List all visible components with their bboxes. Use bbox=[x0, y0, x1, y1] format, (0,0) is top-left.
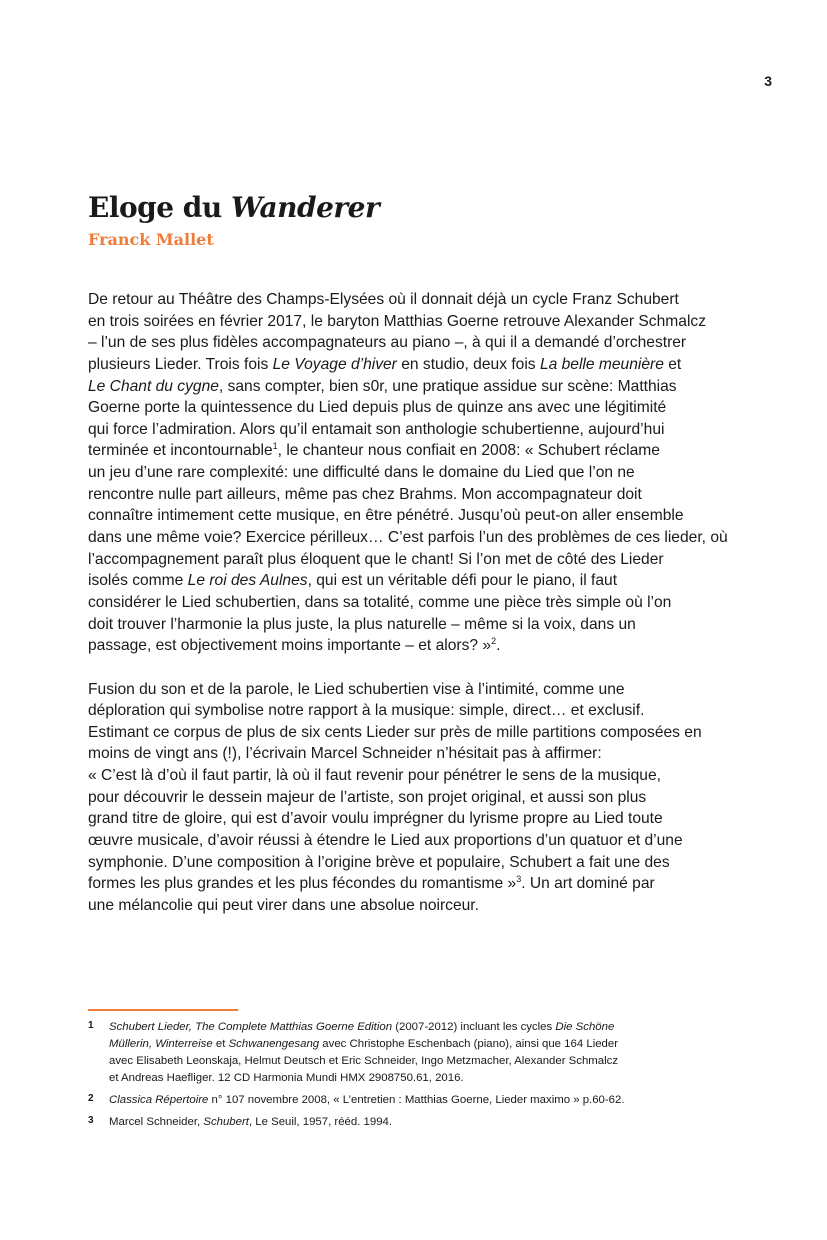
paragraph-gap bbox=[88, 657, 748, 679]
footnote-line bbox=[109, 1019, 748, 1036]
page-number: 3 bbox=[764, 73, 772, 89]
footnote-ref[interactable]: 2 bbox=[491, 636, 497, 647]
text-run: , Le Seuil, 1957, rééd. 1994. bbox=[248, 1116, 393, 1128]
work-title: Schubert Lieder, The Complete Matthias Goerne Edition bbox=[109, 1021, 393, 1033]
text-run: et bbox=[212, 1038, 229, 1050]
text-line: considérer le Lied schubertien, dans sa totalité, comme une pièce très simple où l’on bbox=[88, 593, 672, 611]
paragraph-1 bbox=[88, 289, 748, 657]
text-run: en studio, deux fois bbox=[396, 355, 540, 373]
article-title bbox=[88, 190, 379, 226]
text-run: formes les plus grandes et les plus fécondes du romantisme » bbox=[88, 875, 517, 893]
text-line: dans une même voie? Exercice périlleux… C’est parfois l’un des problèmes de ces lieder, où bbox=[88, 529, 728, 547]
footnote-1 bbox=[88, 1019, 748, 1087]
text-run: Marcel Schneider, bbox=[109, 1116, 204, 1128]
text-run: et bbox=[663, 355, 682, 373]
text-line: déploration qui symbolise notre rapport à la musique: simple, direct… et exclusif. bbox=[88, 702, 645, 720]
text-run: plusieurs Lieder. Trois fois bbox=[88, 355, 273, 373]
work-title: Schubert bbox=[203, 1116, 249, 1128]
text-line: – l’un de ses plus fidèles accompagnateurs au piano –, à qui il a demandé d’orchestrer bbox=[88, 334, 687, 352]
work-title: Le roi des Aulnes bbox=[187, 572, 308, 590]
text-run: (2007-2012) incluant les cycles bbox=[392, 1021, 556, 1033]
work-title: Müllerin, Winterreise bbox=[109, 1038, 213, 1050]
footnote-divider bbox=[88, 1009, 238, 1011]
text-line: œuvre musicale, d’avoir réussi à étendre le Lied aux proportions d’un quatuor et d’une bbox=[88, 832, 683, 850]
text-line: en trois soirées en février 2017, le baryton Matthias Goerne retrouve Alexander Schmalcz bbox=[88, 312, 707, 330]
text-line bbox=[88, 635, 748, 657]
paragraph-2 bbox=[88, 679, 748, 917]
footnote-number: 1 bbox=[88, 1020, 94, 1031]
footnote-number: 2 bbox=[88, 1093, 94, 1104]
text-line: doit trouver l’harmonie la plus juste, la plus naturelle – même si la voix, dans un bbox=[88, 615, 636, 633]
work-title: La belle meunière bbox=[539, 355, 664, 373]
text-run: , le chanteur nous confiait en 2008: « Schubert réclame bbox=[277, 442, 660, 460]
text-line bbox=[88, 440, 748, 462]
work-title: Schwanengesang bbox=[228, 1038, 320, 1050]
text-line: qui force l’admiration. Alors qu’il entamait son anthologie schubertienne, aujourd’hui bbox=[88, 420, 665, 438]
text-line bbox=[88, 376, 748, 398]
title-italic: Wanderer bbox=[230, 191, 380, 224]
text-run: terminée et incontournable bbox=[88, 442, 273, 460]
text-run: , qui est un véritable défi pour le piano, il faut bbox=[307, 572, 618, 590]
work-title: Die Schöne bbox=[555, 1021, 615, 1033]
text-run: n° 107 novembre 2008, « L’entretien : Matthias Goerne, Lieder maximo » p.60-62. bbox=[208, 1094, 625, 1106]
text-run: . Un art dominé par bbox=[521, 875, 655, 893]
text-run: . bbox=[496, 637, 501, 655]
text-line: un jeu d’une rare complexité: une difficulté dans le domaine du Lied que l’on ne bbox=[88, 464, 635, 482]
footnote-line: avec Elisabeth Leonskaja, Helmut Deutsch et Eric Schneider, Ingo Metzmacher, Alexander Schmalcz bbox=[109, 1055, 619, 1067]
text-line: moins de vingt ans (!), l’écrivain Marcel Schneider n’hésitait pas à affirmer: bbox=[88, 745, 602, 763]
text-line: Estimant ce corpus de plus de six cents Lieder sur près de mille partitions composées en bbox=[88, 723, 702, 741]
text-line: pour découvrir le dessein majeur de l’artiste, son projet original, et aussi son plus bbox=[88, 788, 647, 806]
text-run: avec Christophe Eschenbach (piano), ainsi que 164 Lieder bbox=[319, 1038, 619, 1050]
footnote-ref[interactable]: 3 bbox=[516, 874, 522, 885]
footnote-2 bbox=[88, 1092, 748, 1109]
text-line bbox=[88, 354, 748, 376]
footnote-line: et Andreas Haefliger. 12 CD Harmonia Mundi HMX 2908750.61, 2016. bbox=[109, 1072, 464, 1084]
article-body bbox=[88, 289, 748, 917]
title-main: Eloge du bbox=[88, 191, 231, 224]
work-title: Le Chant du cygne bbox=[88, 377, 219, 395]
text-line: rencontre nulle part ailleurs, même pas chez Brahms. Mon accompagnateur doit bbox=[88, 485, 642, 503]
text-line bbox=[88, 873, 748, 895]
text-run: passage, est objectivement moins importante – et alors? » bbox=[88, 637, 492, 655]
footnotes bbox=[88, 1019, 748, 1136]
footnote-3 bbox=[88, 1114, 748, 1131]
text-line: Fusion du son et de la parole, le Lied schubertien vise à l’intimité, comme une bbox=[88, 680, 625, 698]
text-line: Goerne porte la quintessence du Lied depuis plus de quinze ans avec une légitimité bbox=[88, 399, 667, 417]
author-name: Franck Mallet bbox=[88, 230, 214, 249]
text-line: connaître intimement cette musique, en être pénétré. Jusqu’où peut-on aller ensemble bbox=[88, 507, 684, 525]
footnote-ref[interactable]: 1 bbox=[272, 441, 278, 452]
text-line: une mélancolie qui peut virer dans une absolue noirceur. bbox=[88, 896, 479, 914]
text-line: « C’est là d’où il faut partir, là où il faut revenir pour pénétrer le sens de la musique, bbox=[88, 767, 661, 785]
footnote-line bbox=[109, 1114, 748, 1131]
text-run: , sans compter, bien s0r, une pratique assidue sur scène: Matthias bbox=[218, 377, 677, 395]
text-line: De retour au Théâtre des Champs-Elysées où il donnait déjà un cycle Franz Schubert bbox=[88, 291, 679, 308]
text-line: grand titre de gloire, qui est d’avoir voulu imprégner du lyrisme propre au Lied toute bbox=[88, 810, 663, 828]
work-title: Le Voyage d’hiver bbox=[272, 355, 397, 373]
text-run: isolés comme bbox=[88, 572, 188, 590]
footnote-line bbox=[109, 1036, 748, 1053]
text-line bbox=[88, 570, 748, 592]
work-title: Classica Répertoire bbox=[109, 1094, 209, 1106]
footnote-line bbox=[109, 1092, 748, 1109]
text-line: l’accompagnement paraît plus éloquent que le chant! Si l’on met de côté des Lieder bbox=[88, 550, 664, 568]
footnote-number: 3 bbox=[88, 1115, 94, 1126]
text-line: symphonie. D’une composition à l’origine brève et populaire, Schubert a fait une des bbox=[88, 853, 670, 871]
